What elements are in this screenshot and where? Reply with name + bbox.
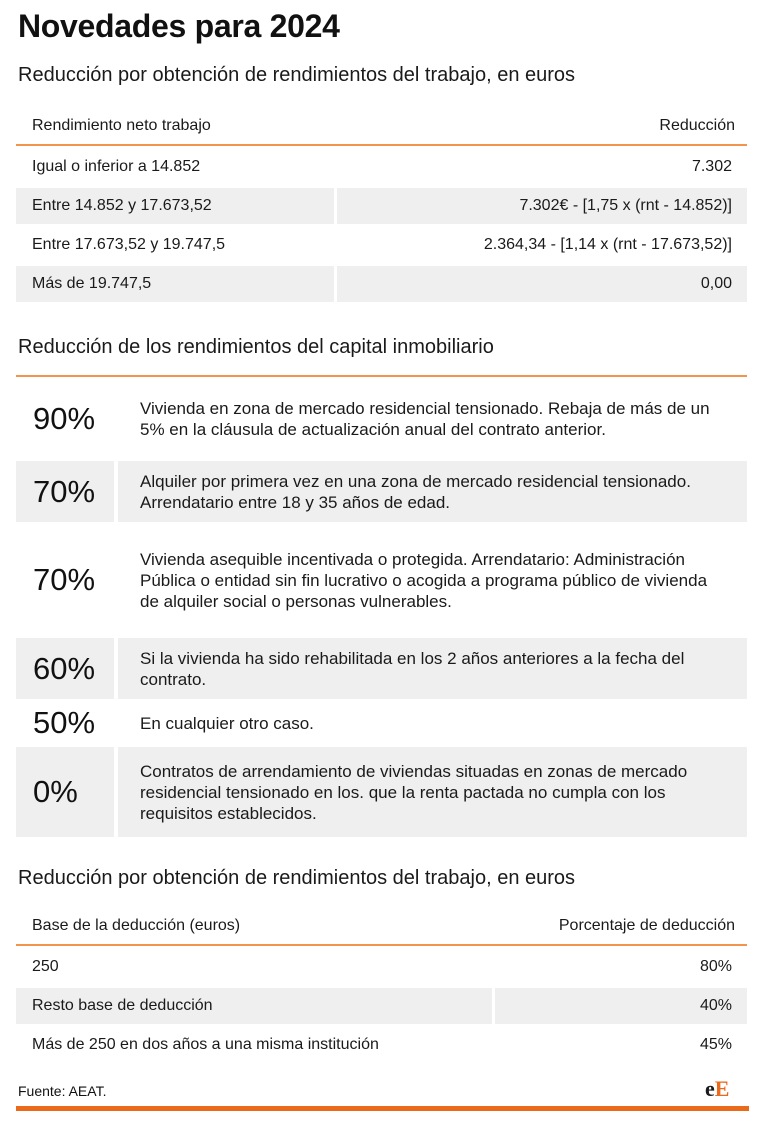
table-cell: 7.302 [691,158,732,175]
table-row [16,149,747,185]
table-cell: Más de 19.747,5 [16,266,334,302]
list-item [16,638,747,699]
brand-logo [705,1076,729,1102]
percentage: 0% [16,747,114,837]
list-item [16,461,747,522]
source-note: Fuente: AEAT. [18,1083,107,1099]
table-header [16,108,747,146]
deduction-title: Reducción por obtención de rendimientos del trabajo, en euros [18,867,576,889]
percentage: 70% [16,461,114,522]
work-reduction-title: Reducción por obtención de rendimientos del trabajo, en euros [18,64,576,86]
list-item [16,381,747,457]
header-rendimiento: Rendimiento neto trabajo [32,117,211,134]
bottom-accent-bar [16,1106,749,1111]
capital-reduction-title: Reducción de los rendimientos del capital inmobiliario [18,336,494,358]
table-header [16,908,747,946]
table-row [16,1027,747,1063]
table-cell: Resto base de deducción [16,988,492,1024]
table-row [16,266,747,302]
logo-letter-e: e [705,1076,715,1101]
percentage: 50% [33,705,96,740]
list-item [16,747,747,837]
capital-reduction-table [16,375,747,837]
percentage: 60% [16,638,114,699]
table-cell: 0,00 [334,266,747,302]
header-base: Base de la deducción (euros) [32,917,241,934]
table-cell: 250 [32,958,59,975]
description: En cualquier otro caso. [140,713,314,733]
table-cell: 40% [492,988,747,1024]
table-row [16,188,747,224]
table-cell: 7.302€ - [1,75 x (rnt - 14.852)] [334,188,747,224]
description: Si la vivienda ha sido rehabilitada en los 2 años anteriores a la fecha del contrato. [118,638,747,699]
table-cell: 80% [699,958,732,975]
table-cell: Entre 14.852 y 17.673,52 [16,188,334,224]
table-row [16,949,747,985]
table-cell: Igual o inferior a 14.852 [32,158,201,175]
description: Vivienda asequible incentivada o protegida. Arrendatario: Administración Pública o entidad sin fin lucrativo o acogida a programa público de vivienda de alquiler social o personas vulnerables. [140,549,708,611]
logo-letter-E: E [714,1076,730,1101]
table-row [16,988,747,1024]
header-porcentaje: Porcentaje de deducción [558,917,735,934]
deduction-table [16,908,747,1063]
header-reduccion: Reducción [659,117,735,134]
description: Contratos de arrendamiento de viviendas situadas en zonas de mercado residencial tensionado en los. que la renta pactada no cumpla con los requisitos establecidos. [118,747,747,837]
table-cell: Entre 17.673,52 y 19.747,5 [32,236,226,253]
table-cell: Más de 250 en dos años a una misma institución [32,1036,379,1053]
work-reduction-table [16,108,747,302]
list-item [16,703,747,743]
list-item [16,526,747,634]
table-cell: 2.364,34 - [1,14 x (rnt - 17.673,52)] [483,236,732,253]
table-row [16,227,747,263]
percentage: 70% [33,562,96,597]
description: Alquiler por primera vez en una zona de mercado residencial tensionado. Arrendatario entre 18 y 35 años de edad. [118,461,747,522]
description: Vivienda en zona de mercado residencial tensionado. Rebaja de más de un 5% en la cláusula de actualización anual del contrato anterior. [140,399,710,439]
percentage: 90% [33,401,96,436]
table-cell: 45% [699,1036,732,1053]
page-title: Novedades para 2024 [18,8,340,44]
